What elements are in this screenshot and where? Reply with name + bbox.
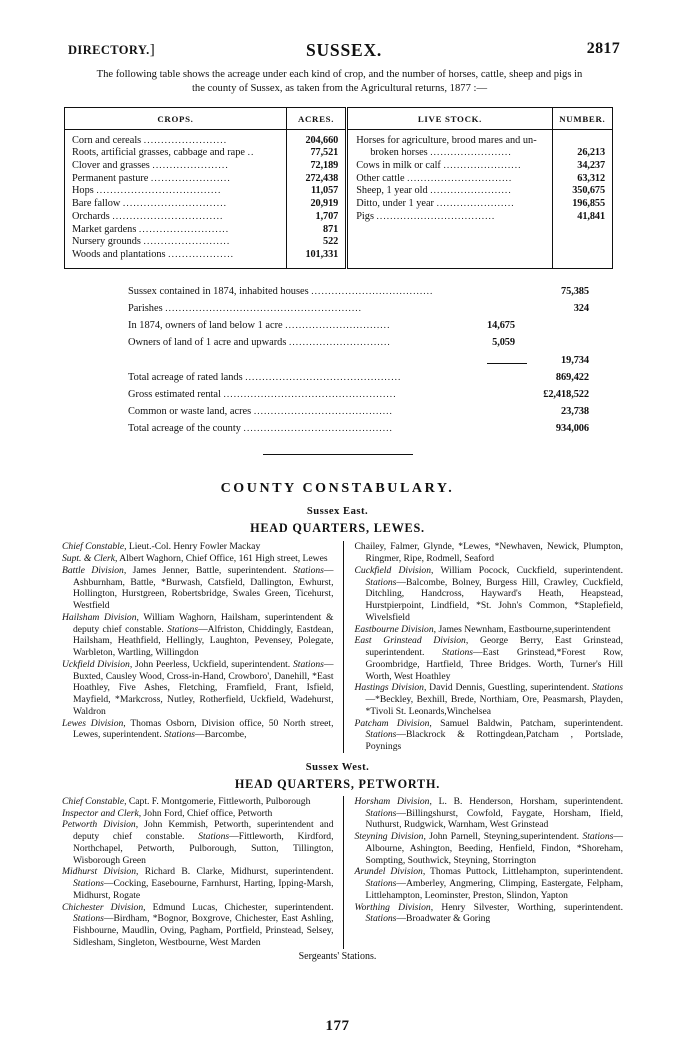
- live-stock-cell: [347, 129, 553, 268]
- stations-label: Stations: [582, 831, 614, 843]
- leader-dots: ...................................................: [223, 389, 397, 400]
- division-name: Chief Constable: [62, 541, 125, 553]
- sussex-east-left-column: [62, 541, 343, 753]
- live-stock-row-label: Horses for agriculture, brood mares and un-: [356, 134, 537, 146]
- leader-dots: ............................................: [243, 424, 393, 435]
- leader-dots: .........................................: [253, 407, 393, 418]
- sussex-east-right-column: [343, 541, 624, 753]
- entry-body: , John Parnell, Steyning,superintendent.: [423, 831, 583, 843]
- live-stock-row-number: 34,237: [577, 160, 605, 171]
- statistics-label: Total acreage of rated lands: [128, 371, 246, 383]
- intro-line-1: The following table shows the acreage under each kind of crop, and the number of horses, cattle, sheep and pigs in: [96, 69, 583, 80]
- division-name: Hastings Division: [354, 682, 424, 694]
- division-name: Supt. & Clerk: [62, 553, 116, 565]
- crop-row-label: Hops ....................................: [72, 185, 222, 197]
- stations-list: —Albourne, Ashington, Beeding, Henfield, Findon, *Shoreham, Sompting, Southwick, Steyning, Storrington: [365, 831, 623, 866]
- county-constabulary-heading: COUNTY CONSTABULARY.: [220, 481, 455, 497]
- stations-list: —Birdham, *Bognor, Boxgrove, Chichester, East Ashling, Fishbourne, Maudlin, Oving, Pagham, Portfield, Prinstead, Selsey, Sidlesham, Singleton, Westbourne, West Marden: [73, 913, 334, 948]
- stations-label: Stations: [198, 831, 230, 843]
- division-name: Patcham Division: [354, 717, 430, 729]
- division-name: Inspector and Clerk: [62, 807, 139, 819]
- division-name: Cuckfield Division: [354, 564, 432, 576]
- statistics-row: [128, 423, 589, 440]
- division-name: Uckfield Division: [62, 658, 130, 670]
- subtotal-rule: [487, 363, 527, 364]
- statistics-row: [128, 320, 589, 337]
- constabulary-entry: [62, 541, 334, 553]
- division-name: Midhurst Division: [62, 866, 136, 878]
- statistics-label: Common or waste land, acres: [128, 406, 254, 418]
- stations-list: —Cocking, Easebourne, Farnhurst, Harting, Ipping-Marsh, Midhurst, Rogate: [73, 878, 334, 901]
- crop-row-label: Permanent pasture .......................: [72, 172, 231, 184]
- entry-body: , William Pocock, Cuckfield, superintendent.: [431, 564, 623, 576]
- leader-dots: ..............................................: [245, 372, 402, 383]
- stations-label: Stations: [365, 576, 397, 588]
- bracket-glyph: ]: [149, 42, 156, 58]
- stations-label: Stations: [293, 564, 324, 576]
- entry-body: , Thomas Puttock, Littlehampton, superintendent.: [422, 866, 623, 878]
- constabulary-entry: [355, 718, 624, 753]
- division-name: Horsham Division: [354, 795, 430, 807]
- live-stock-row-label: Sheep, 1 year old ........................: [356, 185, 512, 197]
- entry-body: , George Berry, East Grinstead, superintendent.: [365, 635, 623, 659]
- live-stock-row-number: 196,855: [572, 198, 605, 210]
- crop-row-label: Orchards ................................: [72, 210, 224, 222]
- stations-label: Stations: [365, 913, 397, 925]
- stations-list: —Balcombe, Bolney, Burgess Hill, Crawley, Cuckfield, Ditchling, Handcross, Hayward's Heath, Heapstead, Hurstpierpoint, Lindfield, *St. John's Common, *Staplefield, Wivelsfield: [365, 576, 623, 623]
- statistics-label: Parishes: [128, 302, 166, 314]
- acres-cell: [286, 129, 346, 268]
- crop-row-label: Corn and cereals ........................: [72, 134, 228, 146]
- entry-body: Chailey, Falmer, Glynde, *Lewes, *Newhaven, Newick, Plumpton, Ringmer, Ripe, Rodmell, Seaford: [354, 541, 623, 565]
- stations-list: —East Grinstead,*Forest Row, Groombridge, Hartfield, Three Bridges. Worth, Turner's Hill Worth, West Hoathley: [365, 647, 623, 682]
- stations-label: Stations: [365, 729, 397, 741]
- live-stock-row-number: 26,213: [577, 147, 605, 159]
- running-head: [68, 40, 620, 62]
- entry-body: , Lieut.-Col. Henry Fowler Mackay: [124, 541, 261, 553]
- stations-label: Stations: [365, 807, 397, 819]
- crop-row-acres: 77,521: [310, 147, 339, 159]
- stations-label: Stations: [73, 913, 104, 925]
- statistics-row: [128, 406, 589, 423]
- stations-label: Stations: [164, 729, 196, 741]
- statistics-value: 75,385: [561, 285, 589, 297]
- statistics-value: £2,418,522: [543, 388, 589, 400]
- live-stock-row-label-cont: broken horses ........................: [370, 147, 512, 159]
- statistics-value: 23,738: [561, 406, 589, 418]
- crop-row-label: Market gardens ..........................: [72, 223, 230, 235]
- column-number: 2817: [586, 40, 620, 57]
- table-header-row: [65, 107, 613, 129]
- crop-row-acres: 101,331: [305, 248, 339, 260]
- crops-cell: [65, 129, 287, 268]
- entry-body: , Albert Waghorn, Chief Office, 161 High street, Lewes: [115, 553, 328, 565]
- crop-row-label: Roots, artificial grasses, cabbage and rape ..: [72, 147, 255, 159]
- live-stock-row-number: 41,841: [577, 210, 605, 222]
- crop-row-acres: 204,660: [305, 134, 339, 146]
- header-acres: ACRES.: [286, 107, 346, 129]
- statistics-row: [128, 372, 589, 389]
- crop-row-acres: 20,919: [310, 198, 339, 210]
- constabulary-entry: [62, 553, 334, 565]
- constabulary-entry: [62, 866, 334, 901]
- statistics-label: Sussex contained in 1874, inhabited houses: [128, 285, 312, 297]
- division-name: Petworth Division: [62, 819, 136, 831]
- stations-list: —Broadwater & Goring: [396, 913, 491, 925]
- entry-body: , James Jenner, Battle, superintendent.: [123, 564, 293, 576]
- entry-body: , Thomas Osborn, Division office, 50 North street, Lewes, superintendent.: [73, 717, 334, 741]
- stations-label: Stations: [167, 623, 199, 635]
- entry-body: , Edmund Lucas, Chichester, superintendent.: [143, 901, 334, 913]
- entry-body: , David Dennis, Guestling, superintendent.: [423, 682, 593, 694]
- constabulary-entry: [355, 565, 624, 624]
- crop-row-label: Nursery grounds .........................: [72, 236, 231, 248]
- header-number: NUMBER.: [552, 107, 612, 129]
- constabulary-entry: [355, 866, 624, 901]
- entry-body: , John Ford, Chief office, Petworth: [138, 807, 273, 819]
- division-name: East Grinstead Division: [354, 635, 466, 647]
- sussex-east-subheading: Sussex East.: [306, 506, 369, 518]
- sergeants-stations-note: Sergeants' Stations.: [298, 950, 377, 962]
- stations-label: Stations: [592, 682, 623, 694]
- page-folio-number: 177: [325, 1018, 350, 1034]
- entry-body: , William Waghorn, Hailsham, superintendent & deputy chief constable.: [73, 611, 334, 635]
- statistics-row: [128, 286, 589, 303]
- statistics-value: 5,059: [492, 337, 515, 349]
- statistics-label: In 1874, owners of land below 1 acre: [128, 320, 286, 332]
- statistics-label: Gross estimated rental: [128, 388, 224, 400]
- division-name: Hailsham Division: [62, 611, 137, 623]
- entry-body: , Henry Silvester, Worthing, superintendent.: [430, 901, 623, 913]
- agricultural-table-wrap: [64, 107, 613, 269]
- live-stock-row-label: Ditto, under 1 year .......................: [356, 198, 515, 210]
- crop-row-label: Woods and plantations ...................: [72, 249, 235, 261]
- entry-body: , John Kemmish, Petworth, superintendent and deputy chief constable.: [73, 819, 334, 843]
- table-body-row: [65, 129, 613, 268]
- leader-dots: ..........................................................: [165, 303, 363, 314]
- division-name: Chief Constable: [62, 795, 125, 807]
- stations-list: —Blackrock & Rottingdean,Patcham , Portslade, Poynings: [365, 729, 623, 753]
- constabulary-entry: [355, 624, 624, 636]
- stations-list: —*Beckley, Bexhill, Brede, Northiam, Ore, Peasmarsh, Playden, *Tivoli St. Leonards,Winchelsea: [365, 694, 623, 717]
- live-stock-row-label: Pigs ...................................: [356, 210, 496, 222]
- leader-dots: ....................................: [311, 286, 434, 297]
- head-quarters-lewes: HEAD QUARTERS, LEWES.: [250, 521, 425, 536]
- leader-dots: ..............................: [289, 338, 391, 349]
- statistics-value: 869,422: [555, 371, 589, 383]
- entry-body: , James Newnham, Eastbourne,superintendent: [433, 623, 611, 635]
- constabulary-entry: [62, 565, 334, 612]
- sussex-west-right-column: [343, 796, 624, 949]
- crop-row-acres: 522: [323, 236, 339, 248]
- live-stock-row-number: 63,312: [577, 172, 605, 184]
- constabulary-entry: [62, 659, 334, 718]
- stations-list: —Amberley, Angmering, Climping, Eastergate, Felpham, Littlehampton, Leominster, Preston, Slindon, Yapton: [365, 878, 623, 901]
- division-name: Battle Division: [62, 564, 124, 576]
- document-page: [0, 40, 675, 1063]
- statistics-block: [0, 286, 675, 441]
- division-name: Lewes Division: [62, 717, 124, 729]
- sussex-west-columns: [62, 796, 623, 949]
- stations-label: Stations: [442, 647, 474, 659]
- statistics-value: 934,006: [555, 423, 589, 435]
- crop-row-acres: 72,189: [310, 160, 339, 171]
- section-divider-rule: [263, 454, 413, 455]
- crop-row-acres: 1,707: [315, 210, 339, 222]
- statistics-row: [128, 337, 589, 354]
- live-stock-row-label: Cows in milk or calf .......................: [356, 160, 522, 171]
- sussex-west-subheading: Sussex West.: [305, 761, 370, 773]
- crop-row-acres: 272,438: [305, 172, 339, 184]
- stations-label: Stations: [73, 878, 104, 890]
- entry-body: , Samuel Baldwin, Patcham, superintendent.: [429, 717, 623, 729]
- head-quarters-petworth: HEAD QUARTERS, PETWORTH.: [234, 776, 441, 791]
- stations-list: —Barcombe,: [195, 729, 247, 741]
- statistics-label: Total acreage of the county: [128, 423, 244, 435]
- intro-paragraph: [64, 68, 615, 97]
- division-name: Chichester Division: [62, 901, 144, 913]
- constabulary-entry-continuation: [355, 541, 624, 565]
- crop-row-label: Clover and grasses ......................: [72, 160, 229, 172]
- sussex-east-columns: [62, 541, 623, 753]
- constabulary-entry: [355, 902, 624, 926]
- intro-line-2: the county of Sussex, as taken from the Agricultural returns, 1877 :—: [191, 83, 488, 95]
- entry-body: , John Peerless, Uckfield, superintendent.: [129, 658, 293, 670]
- acres-list: [287, 135, 345, 262]
- entry-body: , Capt. F. Montgomerie, Fittleworth, Pulborough: [124, 795, 311, 807]
- constabulary-entry: [355, 682, 624, 717]
- leader-dots: ...............................: [285, 321, 391, 332]
- header-live-stock: LIVE STOCK.: [347, 107, 553, 129]
- stations-label: Stations: [365, 878, 397, 890]
- constabulary-entry: [62, 819, 334, 866]
- constabulary-entry: [62, 718, 334, 742]
- entry-body: , Richard B. Clarke, Midhurst, superintendent.: [136, 866, 334, 878]
- division-name: Eastbourne Division: [354, 623, 434, 635]
- statistics-row: [128, 303, 589, 320]
- statistics-value: 14,675: [487, 320, 515, 332]
- sussex-west-left-column: [62, 796, 343, 949]
- stations-list: —Fittleworth, Kirdford, Northchapel, Petworth, Pulborough, Sutton, Tillington, Wisborough Green: [73, 831, 334, 866]
- crop-row-acres: 871: [323, 223, 339, 235]
- division-name: Arundel Division: [354, 866, 423, 878]
- constabulary-entry: [355, 635, 624, 682]
- live-stock-list: [348, 135, 552, 224]
- entry-body: , L. B. Henderson, Horsham, superintendent.: [429, 795, 624, 807]
- stations-list: —Billingshurst, Cowfold, Faygate, Horsham, Ifield, Nuthurst, Rudgwick, Warnham, West Grinstead: [365, 807, 623, 831]
- stations-label: Stations: [292, 658, 324, 670]
- statistics-label: Owners of land of 1 acre and upwards: [128, 337, 289, 349]
- number-spacer: [553, 135, 605, 148]
- constabulary-entry: [355, 796, 624, 831]
- crops-list: [65, 135, 286, 262]
- directory-label: DIRECTORY.: [68, 43, 150, 57]
- division-name: Worthing Division: [354, 901, 431, 913]
- header-crops: CROPS.: [65, 107, 287, 129]
- stations-list: —Ashburnham, Battle, *Burwash, Catsfield, Dallington, Ewhurst, Hollington, Hurstgreen, Robertsbridge, Swales Green, Ticehurst, Westfield: [73, 564, 334, 612]
- constabulary-entry: [62, 796, 334, 808]
- constabulary-entry: [355, 831, 624, 866]
- live-stock-row-label: Other cattle ...............................: [356, 172, 513, 184]
- stations-list: —Alfriston, Chiddingly, Eastdean, Hailsham, Heathfield, Hellingly, Laughton, Pevensey, Polegate, Warbleton, Wartling, Willingdon: [73, 623, 334, 659]
- live-stock-row-number: 350,675: [572, 185, 605, 197]
- division-name: Steyning Division: [354, 831, 424, 843]
- crop-row-acres: 11,057: [311, 185, 339, 197]
- statistics-value: 324: [573, 302, 589, 314]
- number-cell: [552, 129, 612, 268]
- page-title: SUSSEX.: [305, 40, 383, 60]
- number-list: [553, 135, 612, 224]
- statistics-row: [128, 389, 589, 406]
- stations-list: —Buxted, Causley Wood, Cross-in-Hand, Crowboro', Danehill, *East Hoathley, Five Ashes, Fletching, Framfield, Frant, Isfield, Mayfield, *Markcross, Nutley, Rotherfield, Uckfield, Wadehurst, Waldron: [73, 658, 334, 717]
- constabulary-entry: [62, 612, 334, 659]
- statistics-value: 19,734: [561, 354, 589, 366]
- statistics-subtotal-row: [128, 355, 589, 372]
- crop-row-label: Bare fallow ..............................: [72, 198, 228, 210]
- constabulary-entry: [62, 902, 334, 949]
- agricultural-table: [64, 107, 613, 269]
- constabulary-entry: [62, 808, 334, 820]
